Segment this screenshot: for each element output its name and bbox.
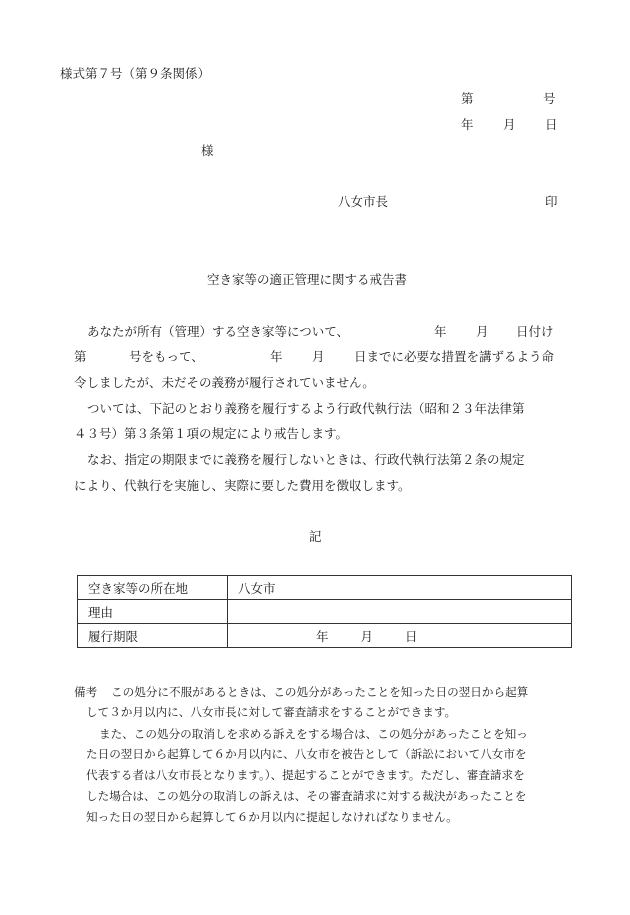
order-year: 年 <box>270 349 283 364</box>
doc-number-suffix: 号 <box>543 91 556 106</box>
label-location: 空き家等の所在地 <box>78 576 228 600</box>
table-row <box>78 576 572 600</box>
issuer-title: 八女市長 <box>338 194 389 209</box>
body-p2-line1 <box>74 403 572 416</box>
value-reason <box>228 600 572 624</box>
notes-line: した場合は、この処分の取消しの訴えは、その審査請求に対する裁決があったことを <box>86 789 527 803</box>
body-p3-line1 <box>74 454 572 467</box>
issuer-seal: 印 <box>545 194 558 209</box>
deadline-month: 月 <box>360 628 374 644</box>
body-text: なお、指定の期限までに義務を履行しないときは、行政代執行法第２条の規定 <box>87 452 525 467</box>
doc-date-day: 日 <box>545 117 558 132</box>
notes-head: 備考 <box>74 685 98 699</box>
notes-line: 代表する者は八女市長となります。）、提起することができます。ただし、審査請求を <box>86 768 525 782</box>
value-location: 八女市 <box>228 576 572 600</box>
document-title: 空き家等の適正管理に関する戒告書 <box>207 272 408 287</box>
body-p1-line3: 令しましたが、未だその義務が履行されていません。 <box>74 375 375 390</box>
notes-line: して３か月以内に、八女市長に対して審査請求をすることができます。 <box>86 705 457 719</box>
order-number-prefix: 第 <box>74 349 87 364</box>
doc-number-prefix: 第 <box>461 91 474 106</box>
doc-date-year: 年 <box>461 117 474 132</box>
notes-line: また、この処分の取消しを求める訴えをする場合は、この処分があったことを知っ <box>99 727 528 741</box>
deadline-year: 年 <box>316 628 329 644</box>
form-id: 様式第７号（第９条関係） <box>60 66 211 81</box>
doc-date-month: 月 <box>503 117 516 132</box>
value-deadline <box>228 624 572 648</box>
details-table <box>77 575 572 648</box>
body-text: あなたが所有（管理）する空き家等について、 <box>87 324 350 339</box>
deadline-day: 日 <box>405 628 418 644</box>
body-p3-line2: により、代執行を実施し、実際に要した費用を徴収します。 <box>74 478 411 493</box>
notes-line: た日の翌日から起算して６か月以内に、八女市を被告として（訴訟において八女市を <box>86 747 527 761</box>
body-p1-line1 <box>74 326 572 339</box>
order-number-suffix: 号をもって、 <box>129 349 204 364</box>
body-p2-line2: ４３号）第３条第１項の規定により戒告します。 <box>74 426 349 441</box>
order-text: 日までに必要な措置を講ずるよう命 <box>354 349 555 364</box>
date-day: 日付け <box>516 324 554 339</box>
ki-heading: 記 <box>309 529 322 544</box>
body-text: ついては、下記のとおり義務を履行するよう行政代執行法（昭和２３年法律第 <box>87 401 525 416</box>
order-month: 月 <box>312 349 325 364</box>
notes-line: この処分に不服があるときは、この処分があったことを知った日の翌日から起算 <box>111 685 529 699</box>
date-month: 月 <box>476 324 489 339</box>
addressee-suffix: 様 <box>201 143 214 158</box>
table-row <box>78 624 572 648</box>
label-reason: 理由 <box>78 600 228 624</box>
table-row <box>78 600 572 624</box>
notes-line: 知った日の翌日から起算して６か月以内に提起しなければなりません。 <box>86 810 458 824</box>
date-year: 年 <box>434 324 447 339</box>
label-deadline: 履行期限 <box>78 624 228 648</box>
